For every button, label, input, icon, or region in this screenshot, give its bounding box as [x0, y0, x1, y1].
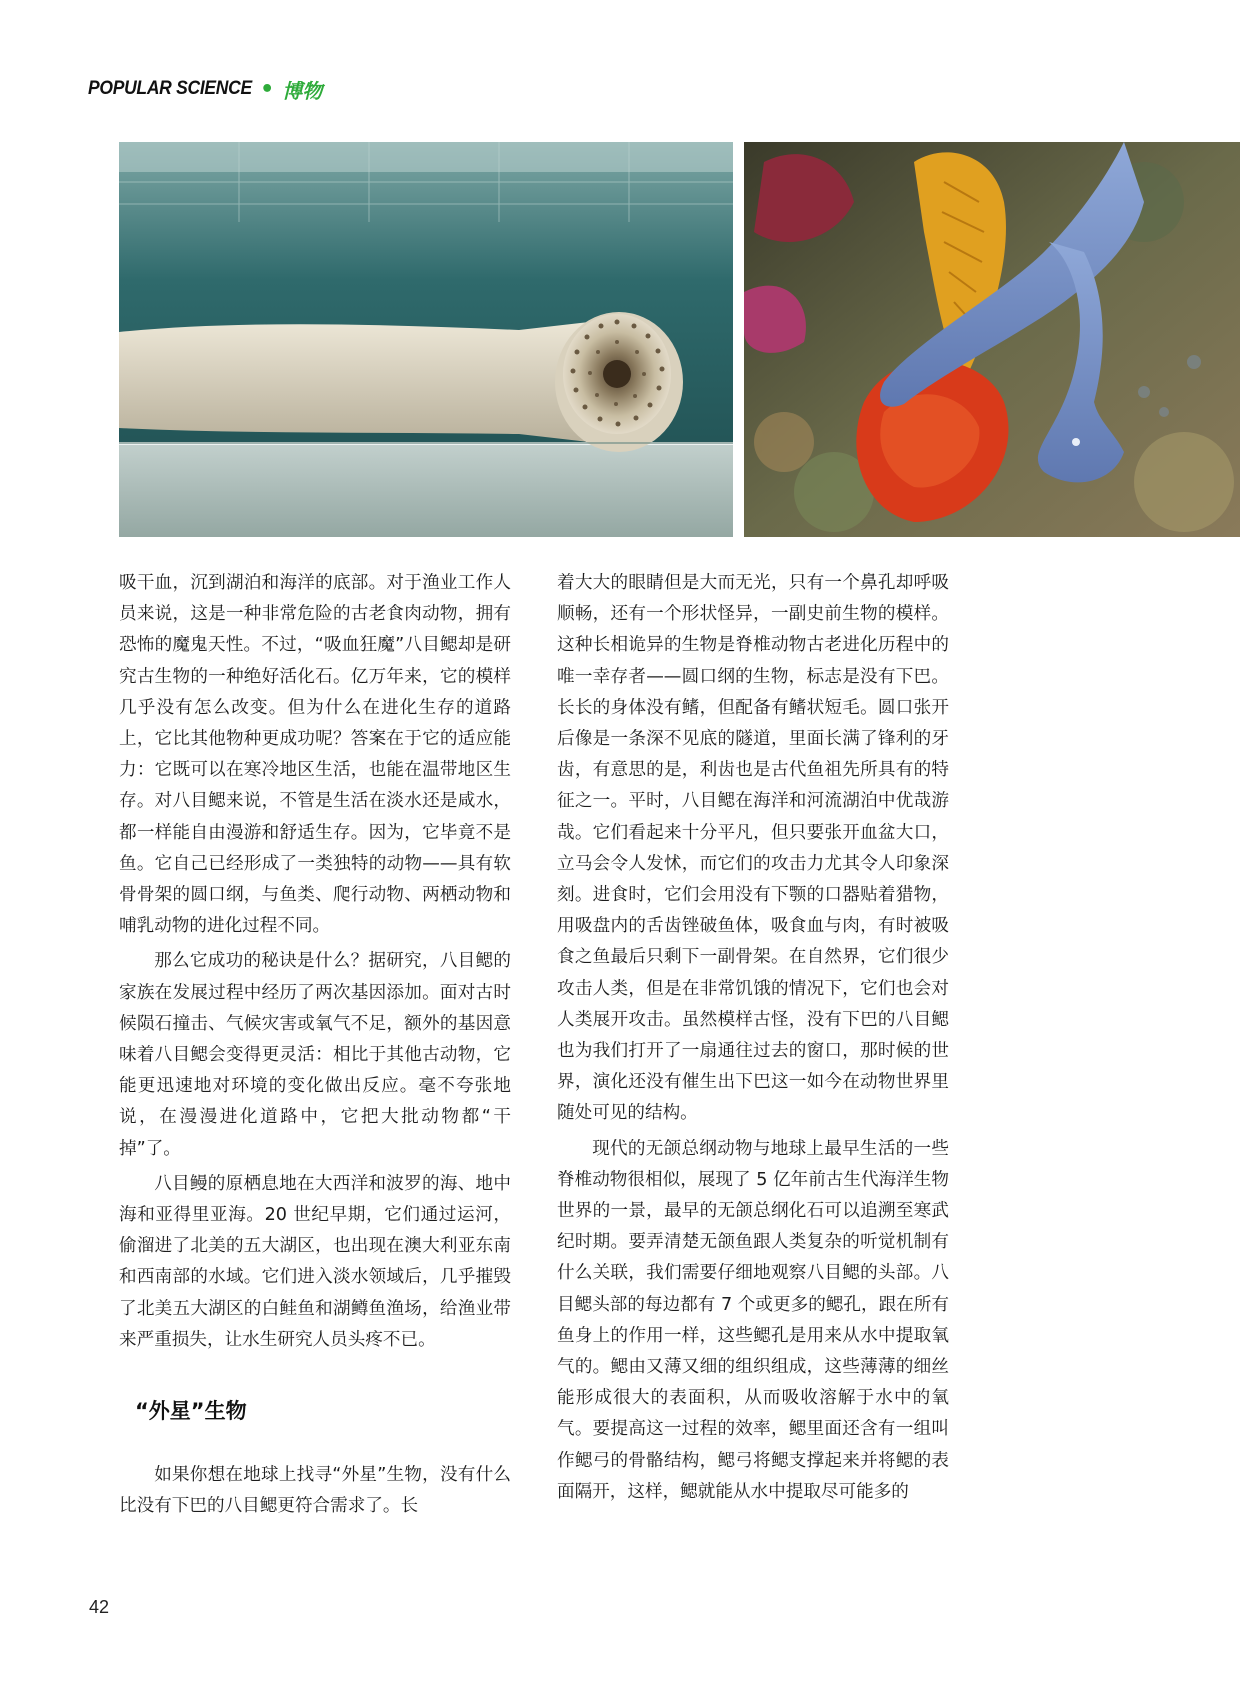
left-paragraph-4: 如果你想在地球上找寻“外星”生物，没有什么比没有下巴的八目鳃更符合需求了。长 [119, 1465, 511, 1517]
left-paragraph-2: 那么它成功的秘诀是什么？据研究，八目鳃的家族在发展过程中经历了两次基因添加。面对古时候陨石撞击、气候灾害或氧气不足，额外的基因意味着八目鳃会变得更灵活：相比于其他古动物，它能更迅速地对环境的变化做出反应。毫不夸张地说，在漫漫进化道路中，它把大批动物都“干掉”了。 [119, 951, 511, 1159]
section-heading: “外星”生物 [135, 1399, 247, 1424]
reef-eel-illustration [744, 142, 1240, 537]
magazine-header [88, 74, 322, 104]
right-text-column [557, 568, 949, 1508]
lamprey-aquarium-photo [119, 142, 733, 537]
header-dot: • [260, 76, 275, 102]
reef-eel-photo [744, 142, 1240, 537]
lamprey-aquarium-illustration [119, 142, 733, 537]
right-paragraph-2: 现代的无颌总纲动物与地球上最早生活的一些脊椎动物很相似，展现了 5 亿年前古生代海洋生物世界的一景，最早的无颌总纲化石可以追溯至寒武纪时期。要弄清楚无颌鱼跟人类复杂的听觉机制有什么关联，我们需要仔细地观察八目鳃的头部。八目鳃头部的每边都有 7 个或更多的鳃孔，跟在所有鱼身上的作用一样，这些鳃孔是用来从水中提取氧气的。鳃由又薄又细的组织组成，这些薄薄的细丝能形成很大的表面积，从而吸收溶解于水中的氧气。要提高这一过程的效率，鳃里面还含有一组叫作鳃弓的骨骼结构，鳃弓将鳃支撑起来并将鳃的表面隔开，这样，鳃就能从水中提取尽可能多的 [557, 1138, 949, 1502]
left-paragraph-1: 吸干血，沉到湖泊和海洋的底部。对于渔业工作人员来说，这是一种非常危险的古老食肉动物，拥有恐怖的魔鬼天性。不过，“吸血狂魔”八目鳃却是研究古生物的一种绝好活化石。亿万年来，它的模样几乎没有怎么改变。但为什么在进化生存的道路上，它比其他物种更成功呢？答案在于它的适应能力：它既可以在寒冷地区生活，也能在温带地区生存。对八目鳃来说，不管是生活在淡水还是咸水，都一样能自由漫游和舒适生存。因为，它毕竟不是鱼。它自己已经形成了一类独特的动物——具有软骨骨架的圆口纲，与鱼类、爬行动物、两栖动物和哺乳动物的进化过程不同。 [119, 573, 511, 937]
left-text-column [119, 568, 511, 1522]
left-paragraph-3: 八目鳗的原栖息地在大西洋和波罗的海、地中海和亚得里亚海。20 世纪早期，它们通过运河，偷溜进了北美的五大湖区，也出现在澳大利亚东南和西南部的水域。它们进入淡水领域后，几乎摧毁了北美五大湖区的白鲑鱼和湖鳟鱼渔场，给渔业带来严重损失，让水生研究人员头疼不已。 [119, 1173, 511, 1350]
right-paragraph-1: 着大大的眼睛但是大而无光，只有一个鼻孔却呼吸顺畅，还有一个形状怪异，一副史前生物的模样。这种长相诡异的生物是脊椎动物古老进化历程中的唯一幸存者——圆口纲的生物，标志是没有下巴。长长的身体没有鳍，但配备有鳍状短毛。圆口张开后像是一条深不见底的隧道，里面长满了锋利的牙齿，有意思的是，利齿也是古代鱼祖先所具有的特征之一。平时，八目鳃在海洋和河流湖泊中优哉游哉。它们看起来十分平凡，但只要张开血盆大口，立马会令人发怵，而它们的攻击力尤其令人印象深刻。进食时，它们会用没有下颚的口器贴着猎物，用吸盘内的舌齿锉破鱼体，吸食血与肉，有时被吸食之鱼最后只剩下一副骨架。在自然界，它们很少攻击人类，但是在非常饥饿的情况下，它们也会对人类展开攻击。虽然模样古怪，没有下巴的八目鳃也为我们打开了一扇通往过去的窗口，那时候的世界，演化还没有催生出下巴这一如今在动物世界里随处可见的结构。 [557, 573, 949, 1124]
page-number: 42 [89, 1597, 110, 1617]
brand-title: POPULAR SCIENCE [88, 78, 252, 99]
section-title: 博物 [282, 78, 323, 103]
